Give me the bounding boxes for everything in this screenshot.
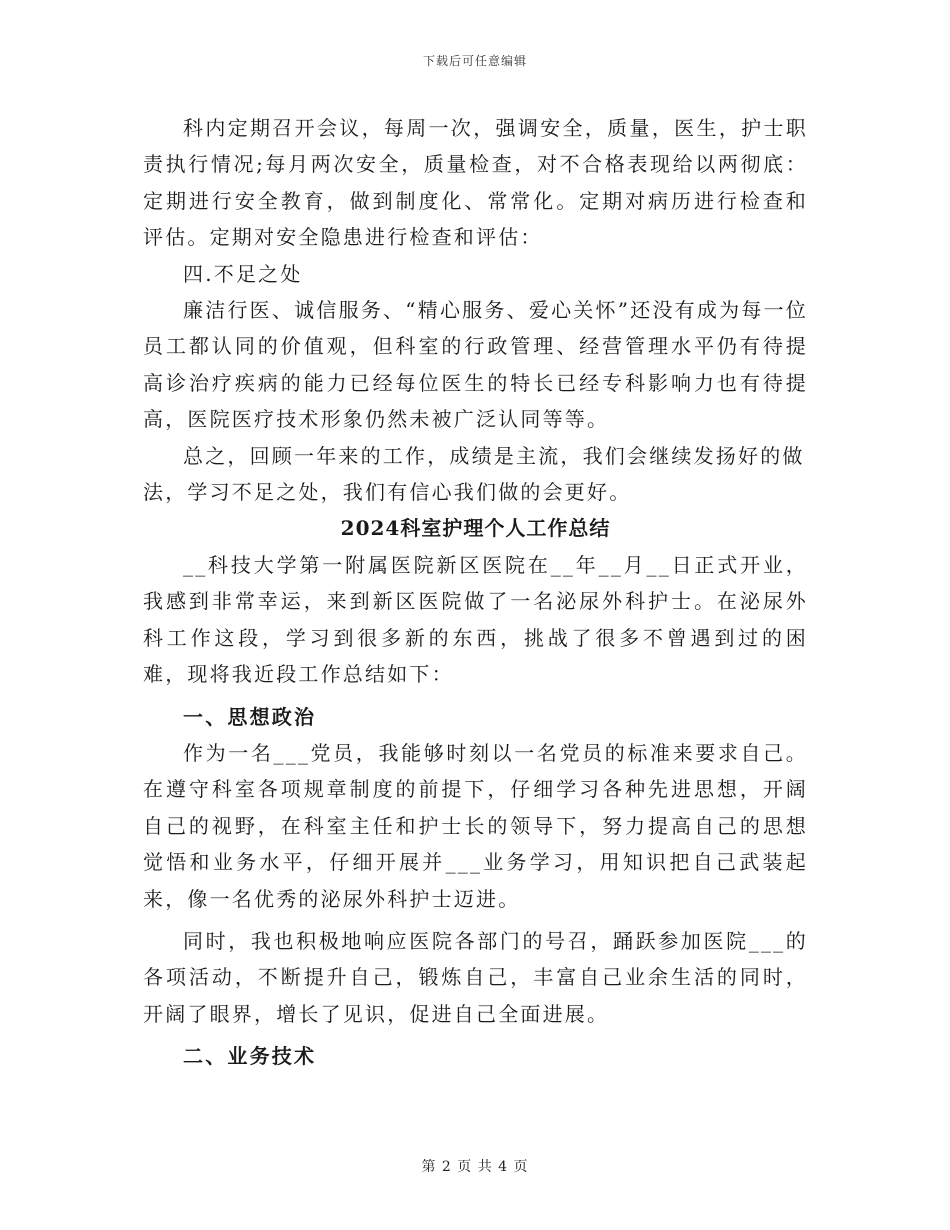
- section-heading-politics: 一、思想政治: [183, 704, 317, 729]
- paragraph-activities: 同时，我也积极地响应医院各部门的号召，踊跃参加医院___的各项活动，不断提升自己，锻炼自己，丰富自己业余生活的同时，开阔了眼界，增长了见识，促进自己全面进展。: [143, 928, 808, 1026]
- section-heading-skills: 二、业务技术: [183, 1044, 317, 1069]
- page-footer: 第 2 页 共 4 页: [421, 1159, 529, 1175]
- heading-shortcomings: 四.不足之处: [183, 261, 303, 286]
- paragraph-meetings: 科内定期召开会议，每周一次，强调安全，质量，医生，护士职责执行情况;每月两次安全，质量检查，对不合格表现给以两彻底：定期进行安全教育，做到制度化、常常化。定期对病历进行检查和评估。定期对安全隐患进行检查和评估：: [143, 116, 808, 250]
- paragraph-politics: 作为一名___党员，我能够时刻以一名党员的标准来要求自己。在遵守科室各项规章制度的前提下，仔细学习各种先进思想，开阔自己的视野，在科室主任和护士长的领导下，努力提高自己的思想觉悟和业务水平，仔细开展并___业务学习，用知识把自己武装起来，像一名优秀的泌尿外科护士迈进。: [143, 740, 808, 911]
- paragraph-conclusion: 总之，回顾一年来的工作，成绩是主流，我们会继续发扬好的做法，学习不足之处，我们有信心我们做的会更好。: [143, 443, 805, 505]
- document-body: [143, 110, 808, 1075]
- paragraph-shortcomings: 廉洁行医、诚信服务、“精心服务、爱心关怀”还没有成为每一位员工都认同的价值观，但科室的行政管理、经营管理水平仍有待提高诊治疗疾病的能力已经每位医生的特长已经专科影响力也有待提高，医院医疗技术形象仍然未被广泛认同等等。: [143, 298, 808, 432]
- page-header: 下载后可任意编辑: [422, 54, 527, 68]
- paragraph-intro: __科技大学第一附属医院新区医院在__年__月__日正式开业，我感到非常幸运，来到新区医院做了一名泌尿外科护士。在泌尿外科工作这段，学习到很多新的东西，挑战了很多不曾遇到过的困难，现将我近段工作总结如下：: [143, 552, 808, 687]
- document-title: 2024科室护理个人工作总结: [340, 516, 611, 541]
